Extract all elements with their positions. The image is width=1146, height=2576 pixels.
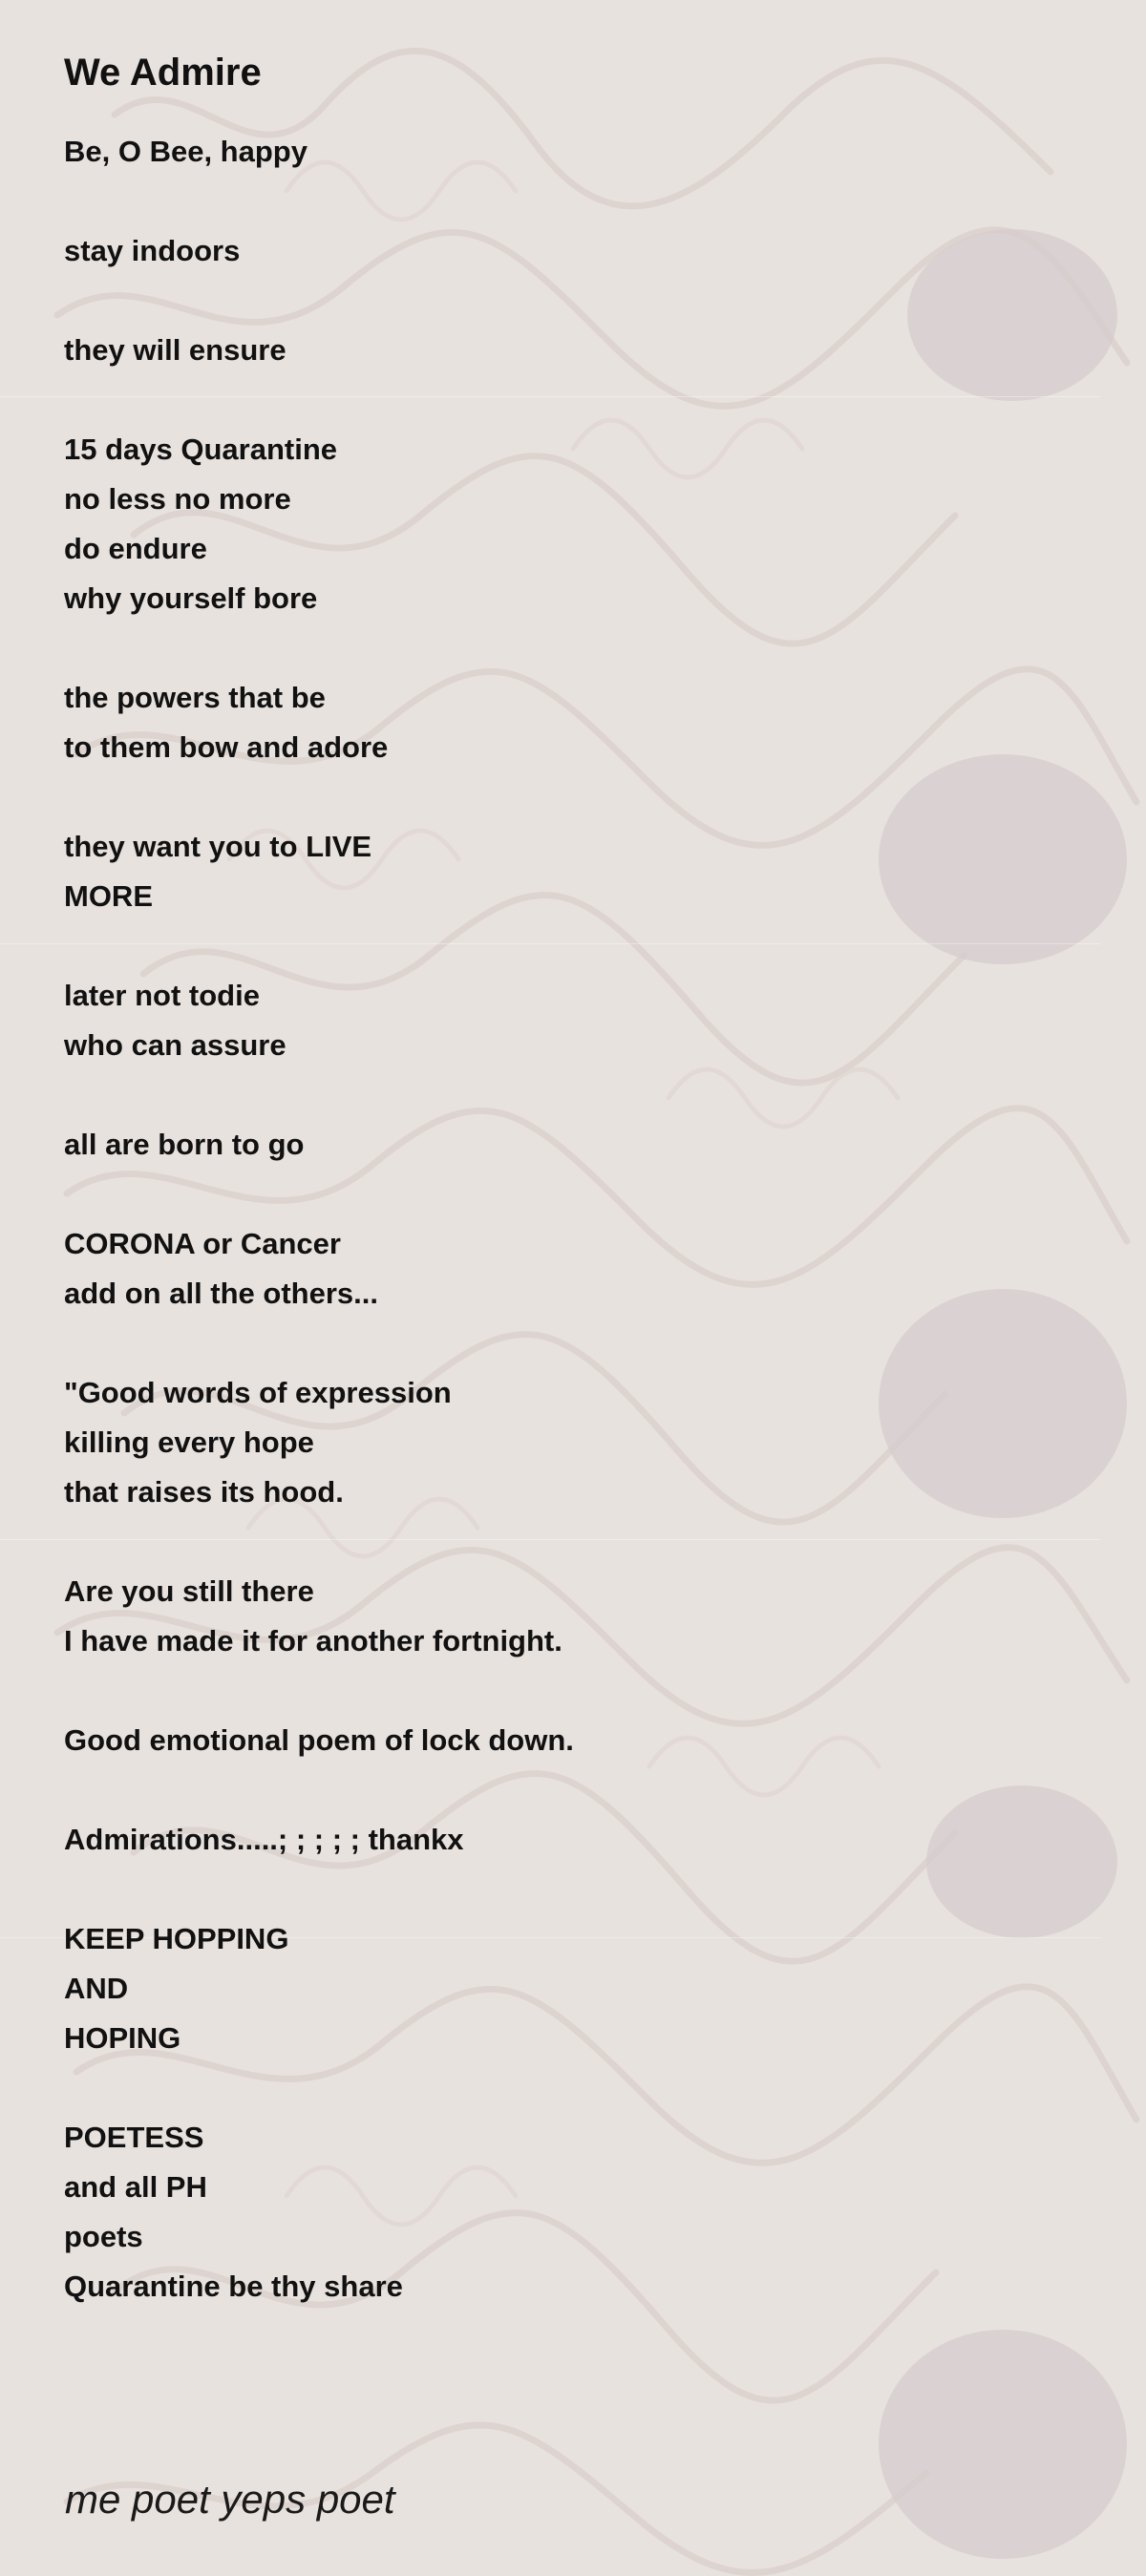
poem-line: KEEP HOPPING	[64, 1922, 289, 1955]
poem-line: poets	[64, 2220, 143, 2253]
poem-stanza	[64, 1567, 1076, 1666]
poem-stanza	[64, 326, 1076, 375]
poem-stanza	[64, 1368, 1076, 1517]
poem-line: I have made it for another fortnight.	[64, 1624, 562, 1658]
poem-line: Admirations.....; ; ; ; ; thankx	[64, 1823, 464, 1856]
poem-stanza	[64, 127, 1076, 177]
poem-line: later not todie	[64, 979, 260, 1012]
poem-line: they will ensure	[64, 333, 286, 367]
poem-line: all are born to go	[64, 1128, 305, 1161]
poem-stanza	[64, 2113, 1076, 2312]
poem-stanza	[64, 1815, 1076, 1865]
poem-line: they want you to LIVE	[64, 830, 372, 863]
poem-line: Be, O Bee, happy	[64, 135, 308, 168]
poem-line: killing every hope	[64, 1425, 314, 1459]
poem-stanza	[64, 822, 1076, 921]
poem-line: CORONA or Cancer	[64, 1227, 341, 1260]
poem-author[interactable]: me poet yeps poet	[65, 2477, 395, 2522]
poem-line: that raises its hood.	[64, 1475, 344, 1509]
poem-line: "Good words of expression	[64, 1376, 452, 1409]
poem-line: 15 days Quarantine	[64, 433, 338, 466]
poem-line: and all PH	[64, 2170, 207, 2204]
poem-line: Good emotional poem of lock down.	[64, 1723, 574, 1757]
poem-line: who can assure	[64, 1028, 286, 1062]
poem-stanza	[64, 971, 1076, 1070]
poem-line: to them bow and adore	[64, 730, 389, 764]
poem-line: stay indoors	[64, 234, 241, 267]
poem-line: MORE	[64, 879, 153, 913]
poem-line: the powers that be	[64, 681, 326, 714]
poem-line: Are you still there	[64, 1574, 314, 1608]
poem-stanza	[64, 673, 1076, 772]
poem-title: We Admire	[64, 52, 262, 94]
poem-line: no less no more	[64, 482, 291, 516]
poem-line: Quarantine be thy share	[64, 2270, 403, 2303]
poem-body	[64, 48, 1076, 2361]
poem-stanza	[64, 1120, 1076, 1170]
poem-line: POETESS	[64, 2121, 204, 2154]
poem-line: add on all the others...	[64, 1277, 378, 1310]
poem-line: HOPING	[64, 2021, 181, 2055]
poem-line: AND	[64, 1972, 129, 2005]
poem-line: do endure	[64, 532, 207, 565]
poem-stanza	[64, 1219, 1076, 1319]
poem-stanza	[64, 1914, 1076, 2063]
poem-stanza	[64, 425, 1076, 623]
poem-stanza	[64, 226, 1076, 276]
poem-line: why yourself bore	[64, 581, 318, 615]
poem-stanzas	[64, 127, 1076, 2312]
poem-stanza	[64, 1716, 1076, 1765]
